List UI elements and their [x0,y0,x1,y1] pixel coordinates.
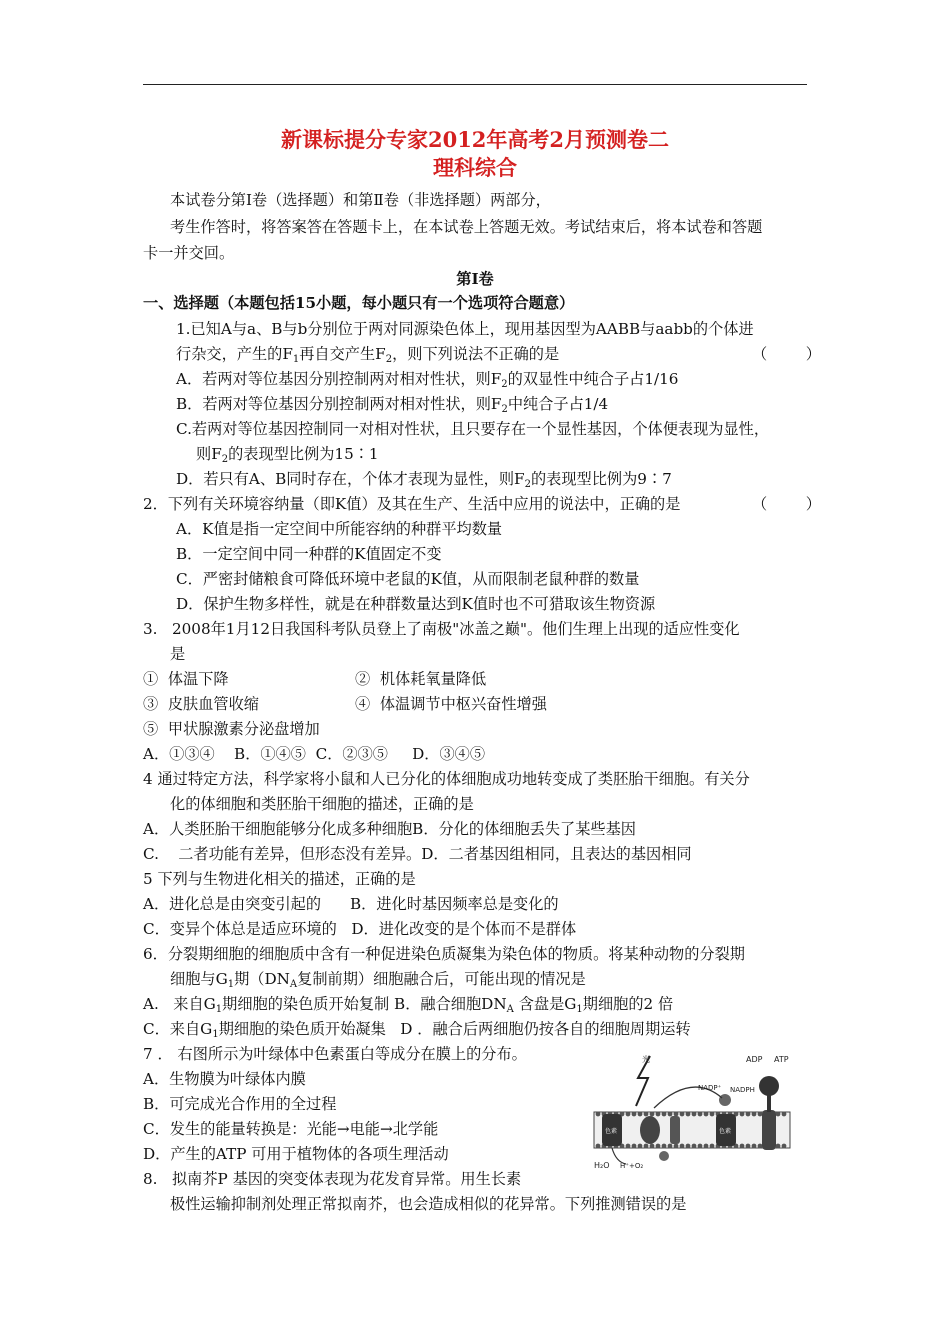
q7-option-b: B．可完成光合作用的全过程 [143,1095,337,1113]
q1-stem-2: 行杂交，产生的$F_1$再自交产生$F_2$，则下列说法不正确的是 [176,345,560,365]
q5-options-cd: C．变异个体总是适应环境的 D．进化改变的是个体而不是群体 [143,920,577,938]
nadp-label: NADP⁺ [698,1084,722,1092]
q1-option-d: D．若只有A、B同时存在，个体才表现为显性，则$F_2$的表现型比例为9∶7 [176,470,672,490]
q4-stem-1: 4 通过特定方法，科学家将小鼠和人已分化的体细胞成功地转变成了类胚胎干细胞。有关分 [143,770,750,788]
q3-item-4: ④ 体温调节中枢兴奋性增强 [355,695,547,713]
q7-option-a: A．生物膜为叶绿体内膜 [143,1070,306,1088]
oxygen-label: H⁺+O₂ [620,1162,644,1170]
q2-stem: 2．下列有关环境容纳量（即K值）及其在生产、生活中应用的说法中，正确的是 [143,495,681,513]
atp-label: ATP [774,1055,789,1064]
q3-choices: A．①③④ B．①④⑤ C．②③⑤ D．③④⑤ [143,745,486,763]
q3-item-1: ① 体温下降 [143,670,229,688]
exam-title: 新课标提分专家2012年高考2月预测卷二 [280,127,670,152]
intro-line-3: 卡一并交回。 [143,244,235,262]
exam-subtitle: 理科综合 [433,155,517,180]
membrane-bilayer [594,1112,790,1149]
q6-options-cd: C．来自$G_1$期细胞的染色质开始凝集 D ．融合后两细胞仍按各自的细胞周期运转 [143,1020,691,1040]
q6-stem-1: 6．分裂期细胞的细胞质中含有一种促进染色质凝集为染色体的物质。将某种动物的分裂期 [143,945,745,963]
q4-options-cd: C. 二者功能有差异，但形态没有差异。D．二者基因组相同，且表达的基因相同 [143,845,692,863]
q3-stem-1: 3. 2008年1月12日我国科考队员登上了南极"冰盖之巅"。他们生理上出现的适应性变化 [143,620,740,638]
q6-options-ab: A. 来自$G_1$期细胞的染色质开始复制 B．融合细胞$DN_A$ 含盘是$G_1$期细胞的2 倍 [143,995,674,1015]
q2-option-c: C．严密封储粮食可降低环境中老鼠的K值，从而限制老鼠种群的数量 [176,570,640,588]
q4-options-ab: A．人类胚胎干细胞能够分化成多种细胞B．分化的体细胞丢失了某些基因 [143,820,636,838]
nadph-label: NADPH [730,1086,755,1094]
q5-stem: 5 下列与生物进化相关的描述，正确的是 [143,870,416,888]
q3-item-3: ③ 皮肤血管收缩 [143,695,259,713]
q6-stem-2: 细胞与$G_1$期（$DN_A$复制前期）细胞融合后，可能出现的情况是 [170,970,586,990]
q3-item-2: ② 机体耗氧量降低 [355,670,487,688]
light-label: 光 [642,1055,650,1064]
q2-answer-bracket: （ ） [752,495,821,513]
intro-line-1: 本试卷分第Ⅰ卷（选择题）和第Ⅱ卷（非选择题）两部分， [170,191,551,209]
q1-option-c-2: 则$F_2$的表现型比例为15∶1 [196,445,379,465]
q1-option-b: B．若两对等位基因分别控制两对相对性状，则$F_2$中纯合子占1/4 [176,395,609,415]
q8-stem-2: 极性运输抑制剂处理正常拟南芥，也会造成相似的花异常。下列推测错误的是 [170,1195,687,1213]
q5-options-ab: A．进化总是由突变引起的 B．进化时基因频率总是变化的 [143,895,559,913]
q1-answer-bracket: （ ） [752,345,821,363]
q7-stem: 7 ． 右图所示为叶绿体中色素蛋白等成分在膜上的分布。 [143,1045,527,1063]
q7-option-c: C．发生的能量转换是：光能→电能→北学能 [143,1120,439,1138]
q1-stem-1: 1.已知A与a、B与b分别位于两对同源染色体上，现用基因型为AABB与aabb的个体进 [176,320,754,338]
pigment-label-2: 色素 [719,1128,732,1135]
section-heading: 一、选择题（本题包括15小题，每小题只有一个选项符合题意） [143,294,575,312]
adp-label: ADP [746,1055,763,1064]
q1-option-c-1: C.若两对等位基因控制同一对相对性状，且只要存在一个显性基因，个体便表现为显性， [176,420,770,438]
q1-option-a: A．若两对等位基因分别控制两对相对性状，则$F_2$的双显性中纯合子占1/16 [176,370,679,390]
header-rule [143,84,807,85]
q8-stem-1: 8. 拟南芥P 基因的突变体表现为花发育异常。用生长素 [143,1170,522,1188]
thylakoid-membrane-figure [592,1052,798,1170]
q2-option-d: D．保护生物多样性，就是在种群数量达到K值时也不可猎取该生物资源 [176,595,656,613]
q4-stem-2: 化的体细胞和类胚胎干细胞的描述，正确的是 [170,795,474,813]
q7-option-d: D．产生的ATP 可用于植物体的各项生理活动 [143,1145,449,1163]
q3-stem-2: 是 [170,645,186,663]
water-label: H₂O [594,1161,610,1170]
intro-line-2: 考生作答时，将答案答在答题卡上，在本试卷上答题无效。考试结束后，将本试卷和答题 [170,218,763,236]
volume-heading: 第Ⅰ卷 [456,270,494,288]
pigment-label-1: 色素 [605,1128,618,1135]
q2-option-b: B．一定空间中同一种群的K值固定不变 [176,545,442,563]
q2-option-a: A．K值是指一定空间中所能容纳的种群平均数量 [176,520,503,538]
q3-item-5: ⑤ 甲状腺激素分泌盘增加 [143,720,320,738]
